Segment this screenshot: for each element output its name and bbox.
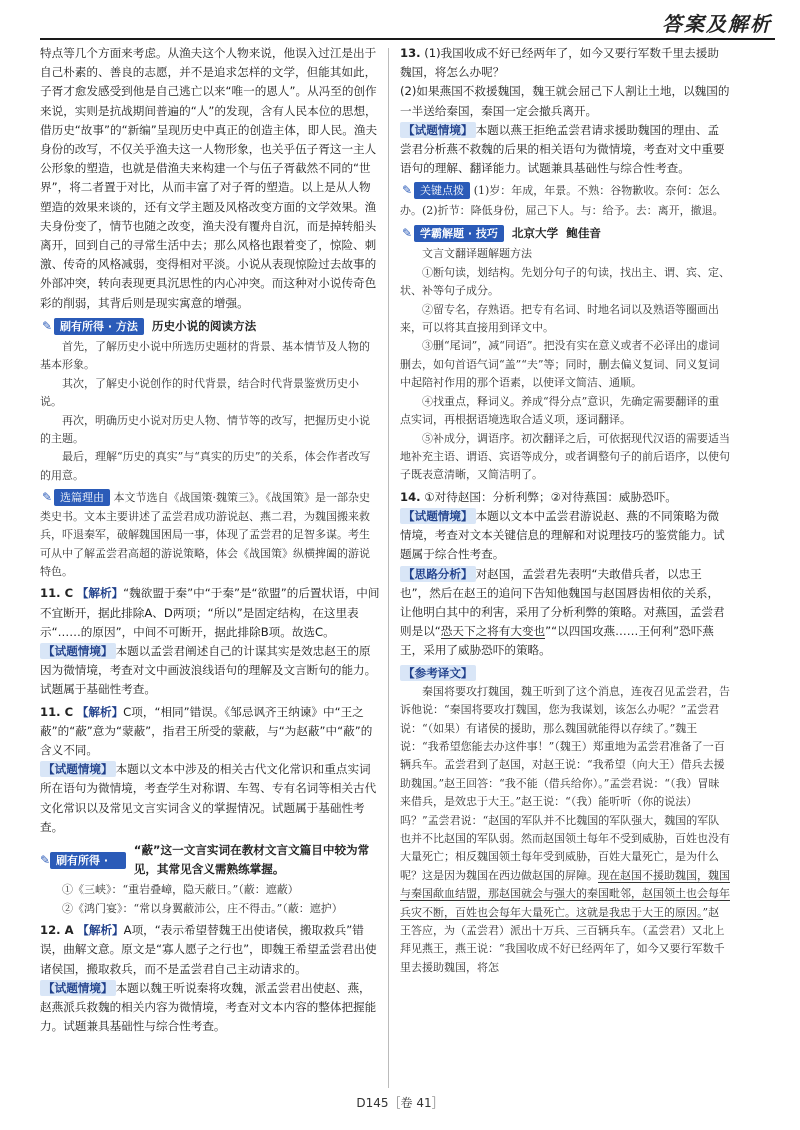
tips-block [400,224,730,484]
method-paragraph: 首先，了解历史小说中所选历史题材的背景、基本情节及人物的基本形象。 [40,340,370,372]
page-header [0,0,800,44]
tips-body [400,245,730,484]
link-label: 刷有所得 · 课文链接 [50,852,126,869]
method-body [40,338,380,485]
q14-block [400,488,730,661]
reason-text: 本文节选自《战国策·魏策三》。《战国策》是一部杂史类史书。文本主要讲述了孟尝君成功游说赵、燕二君，为魏国搬来救兵，吓退秦军，破解魏国困局一事，体现了孟尝君的足智多谋。考生可从中了解孟尝君高超的游说策略，体会《战国策》纵横捭阖的游说特色。 [40,491,370,578]
q13-answer-2: (2)如果燕国不救援魏国，魏王就会屈己下人割让土地，以魏国的一半送给秦国，秦国一定会撤兵离开。 [400,84,730,118]
reason-block [40,488,380,581]
q12-block [40,921,380,1036]
translation-text [400,683,730,978]
translation-block [400,664,730,978]
q11b-text: C项，“相同”错误。《邹忌讽齐王纳谏》中“王之蔽”的“蔽”意为“蒙蔽”，指君王所受的蒙蔽，与“为赵蔽”中“蔽”的含义不同。 [40,704,373,757]
column-divider [388,48,389,1088]
method-paragraph: 再次，明确历史小说对历史人物、情节等的改写，把握历史小说的主题。 [40,413,370,446]
q13-answer-1: (1)我国收成不好已经两年了，如今又要行军数千里去援助魏国，将怎么办呢？ [400,46,719,80]
q11b-tag: 【解析】 [76,704,124,719]
q11a-qj-label: 【试题情境】 [40,643,116,659]
link-title: “蔽”这一文言实词在教材文言文篇目中较为常见，其常见含义需熟练掌握。 [133,842,370,877]
tips-label: 学霸解题 · 技巧 [414,225,504,242]
translation-label: 【参考译文】 [400,665,476,681]
tips-paragraph: ①断句读，划结构。先划分句子的句读，找出主、谓、宾、定、状、补等句子成分。 [400,265,730,298]
q14-fx-b: ”“以四国攻燕……王何利”恐吓燕王，采用了威胁恐吓的策略。 [400,624,714,658]
intro-paragraph: 特点等几个方面来考虑。从渔夫这个人物来说，他误入过江是出于自己朴素的、善良的志愿，并不是追求怎样的文学，但能其如此，子胥才愈发感受到他是自己逃亡以来“唯一的恩人”。从冯至的创作来说，实则是抗战期间普遍的“人”的发现，含有人民本位的思想，借历史“故事”的“新编”呈现历史中真正的创造主体，即人民。渔夫身份的改写，不仅关乎渔夫这一人物形象，也关乎伍子胥这一主人公形象的塑造，也就是借渔夫来构建一个与伍子胥截然不同的“世界”，将二者置于对比，从而丰富了对子胥的塑造。以上是从人物塑造的效果来谈的，还有文学主题及风格改变方面的文学效果。渔夫身份变了，情节也随之改变，渔夫没有覆舟自沉，而是掉转船头离开，回到自己的寻常生活中去；那么风格也跟着变了，惊险、刺激、传奇的风格减弱，变得相对平淡。小说从表现惊险过去故事的外部冲突，转向表现更具沉思性的内心冲突。而这种对小说传奇色彩的削弱，其背后则是现实寓意的增强。 [40,46,378,310]
q11a-text: “魏欲盟于秦”中“于秦”是“欲盟”的后置状语，中间不宜断开，据此排除A、D两项；“所以”是固定结构，在这里表示“……的原因”，中间不可断开，据此排除B项。故选C。 [40,586,380,639]
q12-qj: 本题以魏王听说秦将攻魏，派孟尝君出使赵、燕，赵燕派兵救魏的相关内容为微情境，考查对文本内容的整体把握能力。试题兼具基础性与综合性考查。 [40,980,377,1034]
tips-paragraph: ⑤补成分，调语序。初次翻译之后，可依据现代汉语的需要适当地补充主语、谓语、宾语等成分，或者调整句子的前后语序，以使句子既表意清晰，又简洁明了。 [400,431,730,482]
q11a-block [40,584,380,699]
q14-fx-wave: 恐天下之将有大变也 [440,624,546,639]
method-paragraph: 最后，理解“历史的真实”与“真实的历史”的关系，体会作者改写的用意。 [40,450,371,482]
q11b-block [40,703,380,919]
q11a-qj: 本题以孟尝君阐述自己的计谋其实是效忠赵王的原因为微情境，考查对文中画波浪线语句的理解及文言断句的能力。试题属于基础性考查。 [40,643,377,697]
tips-heading [400,224,730,243]
tips-paragraph: ④找重点，释词义。养成“得分点”意识，先确定需要翻译的重点实词，再根据语境选取合适义项，逐词翻译。 [400,394,720,427]
translation-part-b: ”赵王答应，为（孟尝君）派出十万兵、三百辆兵车。（孟尝君）又北上拜见燕王，燕王说：“我国收成不好已经两年了，如今又要行军数千里去援助魏国，将怎 [400,905,725,974]
q11b-number: 11. C [40,704,74,719]
tips-paragraph: ③删“尾词”，减“同语”。把没有实在意义或者不必译出的虚词删去，如句首语气词“盖”“夫”等；同时，删去偏义复词、同义复词中起陪衬作用的那个语素，以使译文简洁、通顺。 [400,339,720,390]
q12-qj-label: 【试题情境】 [40,980,116,996]
q12-tag: 【解析】 [77,923,124,938]
pen-icon: ✎ [41,318,53,333]
pen-icon: ✎ [40,852,51,867]
q13-number: 13. [400,46,421,60]
header-title: 答案及解析 [662,12,772,36]
translation-part-a: 秦国将要攻打魏国，魏王听到了这个消息，连夜召见孟尝君，告诉他说：“秦国将要攻打魏国，您为我谋划，该怎么办呢？”孟尝君说：“（如果）有诸侯的援助，那么魏国就能得以存续了。”魏王说：“我希望您能去办这件事！”（魏王）郑重地为孟尝君准备了一百辆兵车。孟尝君到了赵国，对赵王说：“我希望（向大王）借兵去援助魏国。”赵王回答：“我不能（借兵给你）。”孟尝君说：“（我）冒昧来借兵，是效忠于大王。”赵王说：“（我）能听听（你的说法）吗？”孟尝君说：“赵国的军队并不比魏国的军队强大，魏国的军队也并不比赵国的军队弱。然而赵国领土每年不受到威胁，百姓也没有大量死亡；相反魏国领土每年受到威胁，百姓大量死亡，是为什么呢？这是因为魏国在西边做赵国的屏障。 [400,684,730,882]
page-footer: D145［卷 41］ [356,1096,444,1110]
q13-qj-label: 【试题情境】 [400,122,476,138]
pen-icon: ✎ [401,183,413,198]
tips-paragraph: ②留专名，存熟语。把专有名词、时地名词以及熟语等圈画出来，可以将其直接用到译文中。 [400,302,719,335]
q11b-qj: 本题以文本中涉及的相关古代文化常识和重点实词所在语句为微情境，考查学生对称谓、车驾、专有名词等相关古代文化常识以及常见文言实词含义的掌握情况。试题属于基础性考查。 [40,762,377,834]
q11a-tag: 【解析】 [76,586,124,601]
q14-answer: ①对待赵国：分析利弊；②对待燕国：威胁恐吓。 [424,489,677,504]
q14-fx-label: 【思路分析】 [400,566,476,582]
key-text: (1)岁：年成，年景。不熟：谷物歉收。奈何：怎么办。(2)折节：降低身份，屈己下人。与：给予。去：离开，撤退。 [400,184,724,217]
left-column [40,44,380,1036]
key-label: 关键点拨 [414,182,470,199]
pen-icon: ✎ [401,226,413,241]
pen-icon: ✎ [41,490,53,505]
tips-school: 北京大学 [511,226,559,241]
q12-text: A项，“表示希望替魏王出使诸侯，搬取救兵”错误，曲解文意。原文是“寡人愿子之行也”，即魏王希望孟尝君出使诸侯国，搬取救兵，而不是孟尝君自己主动请求的。 [40,923,377,976]
q11a-number: 11. C [40,586,74,601]
translation-wave: 现在赵国不援助魏国，魏国与秦国歃血结盟，那赵国就会与强大的秦国毗邻，赵国领土也会每年兵灾不断，百姓也会每年大量死亡。这就是我忠于大王的原因。 [400,868,730,919]
link-body [40,881,380,918]
q13-qj: 本题以燕王拒绝孟尝君请求援助魏国的理由、孟尝君分析燕不救魏的后果的相关语句为微情境，考查对文中重要语句的理解、翻译能力。试题兼具基础性与综合性考查。 [400,122,725,176]
right-column [400,44,730,977]
tips-title: 文言文翻译题解题方法 [422,247,532,261]
method-title: 历史小说的阅读方法 [151,318,257,333]
tips-name: 鲍佳音 [566,226,602,241]
link-item: ①《三峡》：“重岩叠嶂，隐天蔽日。”（蔽：遮蔽） [62,883,299,897]
q14-qj: 本题以文本中孟尝君游说赵、燕的不同策略为微情境，考查对文本关键信息的理解和对说理技巧的鉴赏能力。试题属于综合性考查。 [400,508,725,562]
reason-label: 选篇理由 [54,489,110,506]
q14-number: 14. [400,489,421,504]
link-item: ②《鸿门宴》：“常以身翼蔽沛公，庄不得击。”（蔽：遮护） [62,901,343,915]
method-paragraph: 其次，了解史小说创作的时代背景，结合时代背景鉴赏历史小说。 [40,376,359,409]
q11b-qj-label: 【试题情境】 [40,761,116,777]
method-heading [40,317,380,336]
q13-block [400,44,730,220]
q14-fx-a: 对赵国，孟尝君先表明“夫敢借兵者，以忠王也”，然后在赵王的追问下告知他魏国与赵国唇齿相依的关系，让他明白其中的利害，采用了分析利弊的策略。对燕国，孟尝君则是以“ [400,566,725,639]
q12-number: 12. A [40,923,74,938]
method-label: 刷有所得 · 方法 [54,318,144,335]
q14-qj-label: 【试题情境】 [400,508,476,524]
header-rule [40,38,775,40]
link-heading [40,841,380,884]
